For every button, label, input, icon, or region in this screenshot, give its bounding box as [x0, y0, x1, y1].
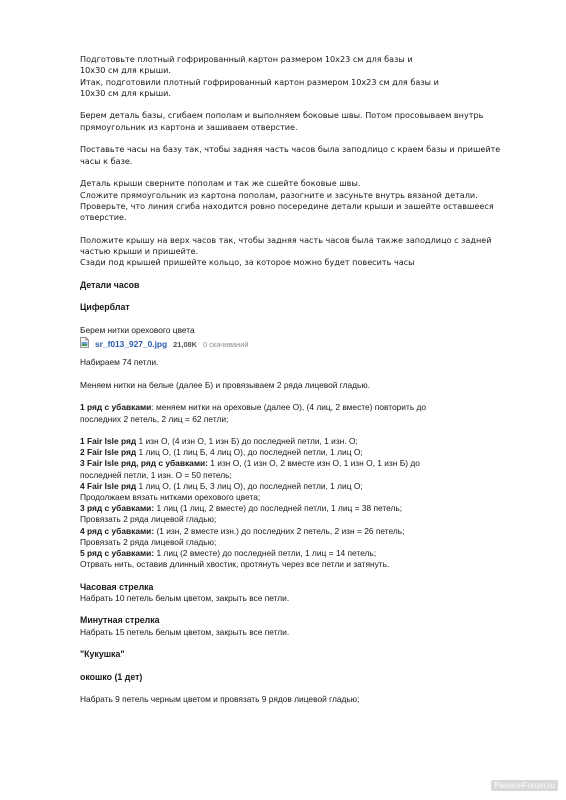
row1-text: : меняем нитки на ореховые (далее О), (4 лиц, 2 вместе) повторить до — [151, 402, 427, 413]
fair-row-4 — [80, 481, 520, 492]
intro-line-3: Итак, подготовили плотный гофрированный картон размером 10х23 см для базы и — [80, 76, 439, 87]
para5-line-1: Положите крышу на верх часов так, чтобы задняя часть часов была также заподлицо с задней — [80, 234, 492, 245]
dec-row-5-label: 5 ряд с убавками: — [80, 548, 155, 559]
continue-line: Продолжаем вязать нитками орехового цвета; — [80, 492, 261, 503]
fair-row-3-text: 1 изн О, (1 изн О, 2 вместе изн О, 1 изн О, 1 изн Б) до — [207, 458, 420, 469]
para4-line-1: Деталь крыши сверните пополам и так же сшейте боковые швы. — [80, 178, 361, 189]
fair-row-4-text: 1 лиц О, (1 лиц Б, 3 лиц О), до последней петли, 1 лиц О; — [136, 480, 363, 491]
heading-hour-hand: Часовая стрелка — [80, 581, 154, 592]
fair-row-1-text: 1 изн О, (4 изн О, 1 изн Б) до последней петли, 1 изн. О; — [136, 436, 358, 447]
dec-row-4 — [80, 526, 520, 537]
fair-row-2-text: 1 лиц О, (1 лиц Б, 4 лиц О), до последней петли, 1 лиц О; — [136, 447, 363, 458]
para4-line-2: Сложите прямоугольник из картона пополам, разогните и засуньте внутрь вязаной детали. — [80, 189, 478, 200]
intro-line-4: 10х30 см для крыши. — [80, 87, 171, 98]
dec-row-3-text: 1 лиц (1 лиц, 2 вместе) до последней петли, 1 лиц = 38 петель; — [154, 503, 403, 514]
finish-line: Отрвать нить, оставив длинный хвостик, протянуть через все петли и затянуть. — [80, 559, 390, 570]
watermark: PassionForum.ru — [491, 780, 558, 791]
dec-row-5-text: 1 лиц (2 вместе) до последней петли, 1 лиц = 14 петель; — [154, 548, 377, 559]
document-body — [80, 54, 520, 705]
para3-line-2: часы к базе. — [80, 155, 133, 166]
heading-dial: Циферблат — [80, 302, 130, 313]
row1-label: 1 ряд с убавками — [80, 402, 152, 413]
intro-line-1: Подготовьте плотный гофрированный картон размером 10х23 см для базы и — [80, 54, 413, 64]
fair-row-3-label: 3 Fair Isle ряд, ряд с убавками: — [80, 458, 208, 469]
heading-cuckoo: "Кукушка" — [80, 649, 125, 660]
fair-row-3-cont: последней петли, 1 изн. О = 50 петель; — [80, 469, 232, 480]
yarn-line: Берем нитки орехового цвета — [80, 324, 195, 335]
para2-line-2: прямоугольник из картона и зашиваем отверстие. — [80, 121, 298, 132]
row1-cont: последних 2 петель, 2 лиц = 62 петли; — [80, 413, 229, 424]
fair-row-4-label: 4 Fair Isle ряд — [80, 480, 137, 491]
para2-line-1: Берем деталь базы, сгибаем пополам и выполняем боковые швы. Потом просовываем внутрь — [80, 110, 484, 121]
dec-row-3 — [80, 503, 520, 514]
para4-line-3: Проверьте, что линия сгиба находится ровно посередине детали крыши и зашейте оставшееся — [80, 200, 494, 211]
fair-row-1 — [80, 436, 520, 447]
purl-line-1: Провязать 2 ряда лицевой гладью; — [80, 514, 217, 525]
cast-on-line: Набираем 74 петли. — [80, 357, 159, 368]
dec-row-4-label: 4 ряд с убавками: — [80, 525, 155, 536]
hour-hand-text: Набрать 10 петель белым цветом, закрыть все петли. — [80, 592, 290, 603]
dec-row-4-text: (1 изн, 2 вместе изн.) до последних 2 петель, 2 изн = 26 петель; — [154, 525, 405, 536]
fair-row-3 — [80, 458, 520, 469]
row1-line — [80, 402, 520, 413]
image-file-icon — [80, 337, 89, 351]
attachment-size: 21,08K — [173, 339, 198, 349]
attachment-link[interactable]: sr_f013_927_0.jpg — [95, 338, 168, 349]
change-white-line: Меняем нитки на белые (далее Б) и провязываем 2 ряда лицевой гладью. — [80, 379, 371, 390]
purl-line-2: Провязать 2 ряда лицевой гладью; — [80, 536, 217, 547]
heading-window: окошко (1 дет) — [80, 671, 143, 682]
window-text: Набрать 9 петель черным цветом и провязать 9 рядов лицевой гладью; — [80, 694, 360, 705]
dec-row-5 — [80, 548, 520, 559]
attachment — [80, 337, 520, 351]
fair-row-2-label: 2 Fair Isle ряд — [80, 447, 137, 458]
heading-minute-hand: Минутная стрелка — [80, 615, 160, 626]
fair-row-1-label: 1 Fair Isle ряд — [80, 436, 137, 447]
para5-line-2: частью крыши и пришейте. — [80, 246, 199, 257]
minute-hand-text: Набрать 15 петель белым цветом, закрыть все петли. — [80, 626, 290, 637]
heading-clock-details: Детали часов — [80, 279, 140, 290]
attachment-downloads: 0 скачиваний — [203, 339, 249, 349]
para5-line-3: Сзади под крышей пришейте кольцо, за которое можно будет повесить часы — [80, 257, 415, 268]
intro-line-2: 10х30 см для крыши. — [80, 65, 171, 76]
fair-row-2 — [80, 447, 520, 458]
dec-row-3-label: 3 ряд с убавками: — [80, 503, 155, 514]
para3-line-1: Поставьте часы на базу так, чтобы задняя часть часов была заподлицо с краем базы и пришейте — [80, 144, 501, 155]
para4-line-4: отверстие. — [80, 212, 127, 223]
